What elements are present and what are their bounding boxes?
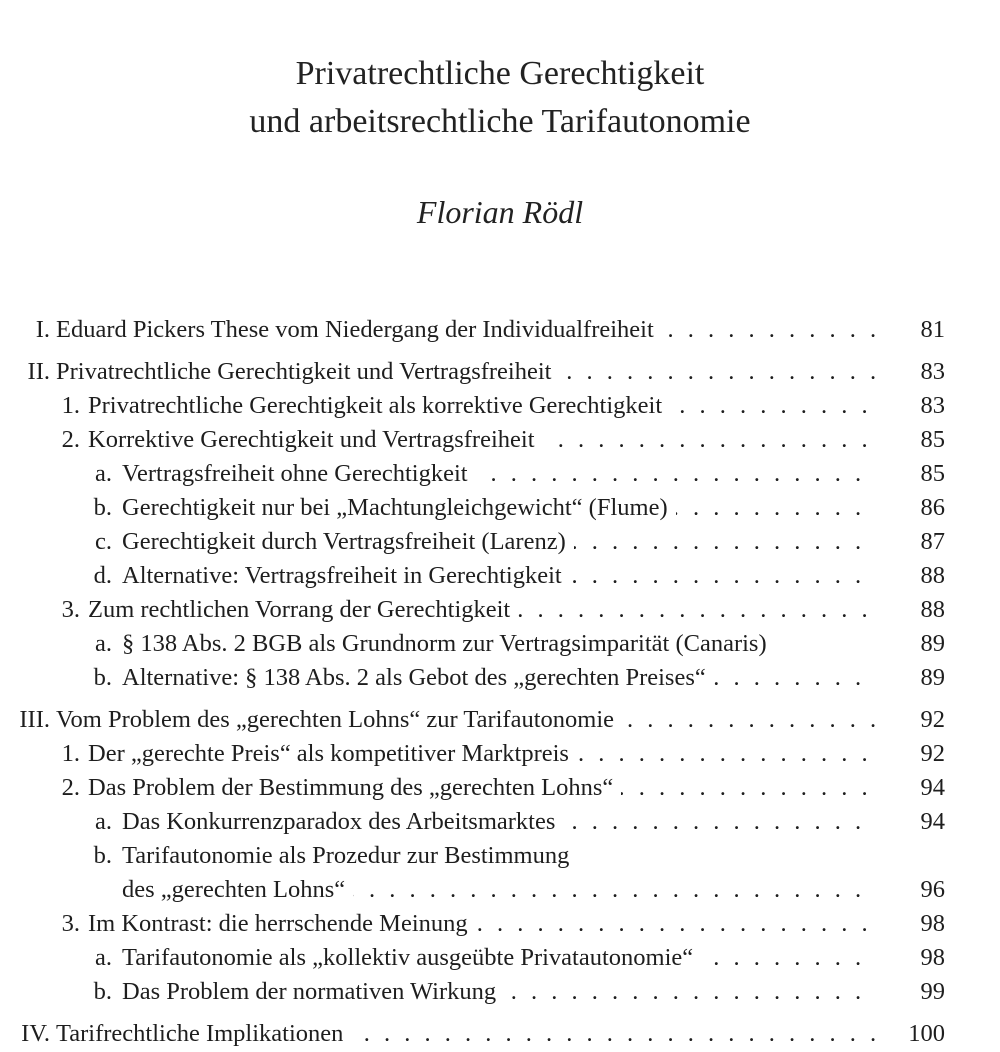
toc-entry-page: 85: [920, 426, 945, 453]
toc-entry-number: 2.: [61, 774, 80, 801]
toc-entry-text: Vom Problem des „gerechten Lohns“ zur Tarifautonomie . . .: [56, 702, 875, 738]
toc-entry-number: II.: [27, 358, 50, 385]
toc-entry-page: 83: [920, 358, 945, 385]
toc-entry-number: 1.: [61, 740, 80, 767]
toc-entry-page: 87: [920, 528, 945, 555]
toc-entry-page: 98: [920, 910, 945, 937]
toc-entry: [0, 558, 945, 594]
author-name: Florian Rödl: [416, 194, 584, 230]
toc-entry-text: Alternative: § 138 Abs. 2 als Gebot des „gerechten Preises“ . . .: [122, 660, 875, 696]
toc-entry-page: 89: [920, 664, 945, 691]
toc-entry-text: Privatrechtliche Gerechtigkeit als korrektive Gerechtigkeit . . .: [88, 388, 875, 424]
toc-entry-continuation: [0, 872, 945, 908]
toc-entry-text: Das Problem der normativen Wirkung . . .: [122, 974, 875, 1010]
toc-entry-text: Das Konkurrenzparadox des Arbeitsmarktes . . .: [122, 804, 875, 840]
toc-entry-text: Gerechtigkeit durch Vertragsfreiheit (Larenz) . . .: [122, 524, 875, 560]
toc-entry-page: 86: [920, 494, 945, 521]
toc-entry-page: 88: [920, 562, 945, 589]
toc-entry-text: Vertragsfreiheit ohne Gerechtigkeit . . .: [122, 456, 875, 492]
toc-entry: [0, 770, 945, 806]
toc-entry-page: 94: [920, 808, 945, 835]
toc-entry-page: 96: [920, 876, 945, 903]
toc-entry: [0, 456, 945, 492]
chapter-title: [0, 50, 1000, 146]
toc-entry-number: 1.: [61, 392, 80, 419]
toc-entry-number: a.: [95, 808, 112, 835]
toc-entry-number: b.: [93, 664, 112, 691]
toc-entry-number: b.: [93, 494, 112, 521]
toc-entry-page: 92: [920, 706, 945, 733]
toc-entry-number: I.: [35, 316, 50, 343]
toc-entry-number: d.: [93, 562, 112, 589]
toc-entry-text: Das Problem der Bestimmung des „gerechten Lohns“ . . .: [88, 770, 875, 806]
chapter-title-line-1: Privatrechtliche Gerechtigkeit: [295, 55, 705, 92]
toc-entry-page: 99: [920, 978, 945, 1005]
toc-entry: [0, 626, 945, 662]
toc-entry-page: 81: [920, 316, 945, 343]
toc-entry-text: Gerechtigkeit nur bei „Machtungleichgewicht“ (Flume) . . .: [122, 490, 875, 526]
toc-entry-number: 2.: [61, 426, 80, 453]
toc-entry-text: Tarifrechtliche Implikationen . . .: [56, 1016, 875, 1052]
toc-entry-number: c.: [95, 528, 112, 555]
toc-entry-text: Tarifautonomie als „kollektiv ausgeübte Privatautonomie“ . . .: [122, 940, 875, 976]
toc-entry-number: b.: [93, 842, 112, 869]
toc-entry: [0, 524, 945, 560]
toc-entry: [0, 906, 945, 942]
toc-entry-text: Zum rechtlichen Vorrang der Gerechtigkeit . . .: [88, 592, 875, 628]
toc-entry-text: Im Kontrast: die herrschende Meinung . . .: [88, 906, 875, 942]
toc-entry: [0, 804, 945, 840]
toc-entry-page: 89: [920, 630, 945, 657]
toc-entry: [0, 354, 945, 390]
toc-entry: [0, 388, 945, 424]
toc-entry-text: des „gerechten Lohns“ . . .: [122, 872, 875, 908]
toc-entry: [0, 422, 945, 458]
toc-entry-page: 92: [920, 740, 945, 767]
toc-entry-page: 85: [920, 460, 945, 487]
toc-entry-text: Der „gerechte Preis“ als kompetitiver Marktpreis . . .: [88, 736, 875, 772]
toc-entry-page: 94: [920, 774, 945, 801]
toc-entry-number: IV.: [21, 1020, 50, 1047]
toc-entry-page: 98: [920, 944, 945, 971]
toc-entry-number: b.: [93, 978, 112, 1005]
toc-entry-text: Eduard Pickers These vom Niedergang der Individualfreiheit . . .: [56, 312, 875, 348]
toc-entry-number: 3.: [61, 596, 80, 623]
toc-entry-text: Alternative: Vertragsfreiheit in Gerechtigkeit . . .: [122, 558, 875, 594]
toc-entry-number: 3.: [61, 910, 80, 937]
toc-entry-number: a.: [95, 630, 112, 657]
toc-entry-text: Tarifautonomie als Prozedur zur Bestimmung: [122, 838, 875, 874]
toc-entry-text: Privatrechtliche Gerechtigkeit und Vertragsfreiheit . . .: [56, 354, 875, 390]
toc-entry: [0, 312, 945, 348]
toc-entry-number: III.: [19, 706, 50, 733]
toc-entry-text: Korrektive Gerechtigkeit und Vertragsfreiheit . . .: [88, 422, 875, 458]
toc-entry: [0, 592, 945, 628]
toc-entry: [0, 974, 945, 1010]
toc-entry: [0, 838, 945, 874]
toc-entry: [0, 702, 945, 738]
toc-entry: [0, 1016, 945, 1052]
toc-entry: [0, 490, 945, 526]
toc-entry-page: 83: [920, 392, 945, 419]
toc-entry: [0, 736, 945, 772]
toc-entry: [0, 940, 945, 976]
chapter-title-line-2: und arbeitsrechtliche Tarifautonomie: [249, 103, 751, 140]
toc-entry-text: § 138 Abs. 2 BGB als Grundnorm zur Vertragsimparität (Canaris): [122, 626, 875, 662]
toc-entry: [0, 660, 945, 696]
toc-entry-page: 100: [908, 1020, 945, 1047]
toc-entry-number: a.: [95, 460, 112, 487]
toc-entry-page: 88: [920, 596, 945, 623]
toc-entry-number: a.: [95, 944, 112, 971]
